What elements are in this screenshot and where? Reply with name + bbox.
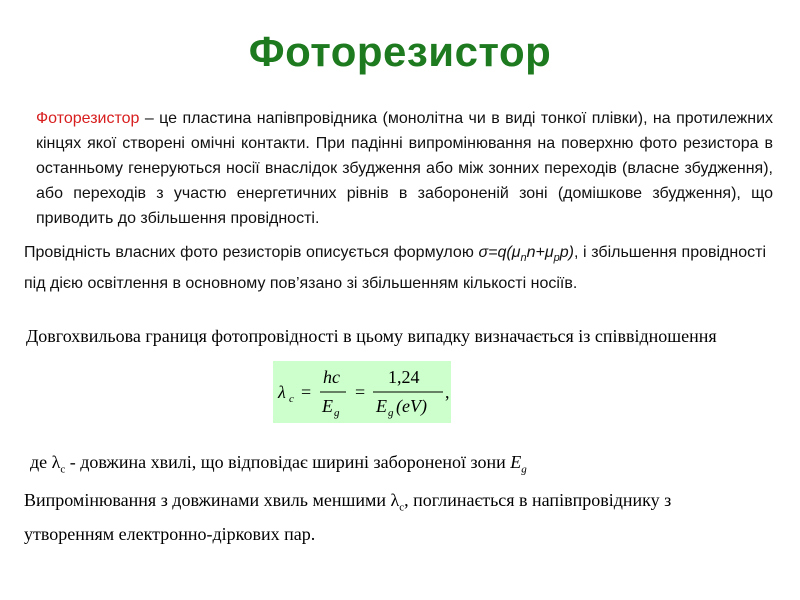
formula-num1: hc xyxy=(323,367,340,387)
formula-den2-tail: (eV) xyxy=(396,396,427,416)
formula-den1-sub: g xyxy=(334,407,340,419)
formula-den2: E xyxy=(376,396,387,416)
formula-part: σ=q(μ xyxy=(478,244,521,261)
text-part: де xyxy=(30,452,52,472)
definition-text: – це пластина напівпровідника (монолітна чи в виді тонкої плівки), на протилежних кінцях якої створені омічні контакти. При падінні випромінювання на поверхню фото резистора в останньому генеруються носії внаслідок збудження або між зонних переходів (власне збудження), або переходів з участю енергетичних рівнів в забороненій зоні (домішкове збудження), що приводить до збільшення провідності. xyxy=(36,110,773,227)
formula-equals-1: = xyxy=(301,382,312,402)
definition-paragraph xyxy=(36,106,773,231)
formula-lambda-sub: c xyxy=(289,393,294,405)
wavelength-limit-paragraph: Довгохвильова границя фотопровідності в цьому випадку визначається із співвідношення xyxy=(26,326,717,346)
lambda-sub: c xyxy=(60,463,66,476)
lambda-symbol: λ xyxy=(51,452,61,472)
formula-part: p) xyxy=(559,244,574,261)
conductivity-text-after: , і збільшення провідності під дією освітлення в основному пов’язано зі збільшенням кількості носіїв. xyxy=(24,244,766,293)
conductivity-formula xyxy=(478,244,574,265)
formula-sub-p: p xyxy=(553,252,560,265)
text-part: Випромінювання з довжинами хвиль меншими xyxy=(24,490,391,510)
highlighted-term: Фоторезистор xyxy=(36,110,140,127)
wavelength-formula xyxy=(273,361,451,423)
formula-box xyxy=(273,361,451,423)
text-part: - довжина хвилі, що відповідає ширині забороненої зони xyxy=(65,452,511,472)
formula-comma: , xyxy=(445,382,450,402)
formula-lambda: λ xyxy=(278,382,286,402)
conductivity-text-before: Провідність власних фото резисторів описується формулою xyxy=(24,244,479,261)
lambda-symbol: λ xyxy=(390,490,400,510)
lambda-sub: c xyxy=(399,501,405,514)
formula-num2: 1,24 xyxy=(388,367,420,387)
formula-part: n+μ xyxy=(526,244,554,261)
text-part: , поглинається в напівпровіднику з утворенням електронно-діркових пар. xyxy=(24,490,672,544)
formula-den2-sub: g xyxy=(388,407,394,419)
wavelength-definition xyxy=(30,450,750,483)
page-title: Фоторезистор xyxy=(248,28,552,75)
conductivity-paragraph xyxy=(24,240,766,297)
absorption-paragraph xyxy=(24,487,764,547)
formula-equals-2: = xyxy=(355,382,366,402)
eg-sub: g xyxy=(521,463,527,476)
eg-symbol: E xyxy=(510,452,522,472)
formula-sub-n: n xyxy=(520,252,527,265)
formula-den1: E xyxy=(322,396,333,416)
